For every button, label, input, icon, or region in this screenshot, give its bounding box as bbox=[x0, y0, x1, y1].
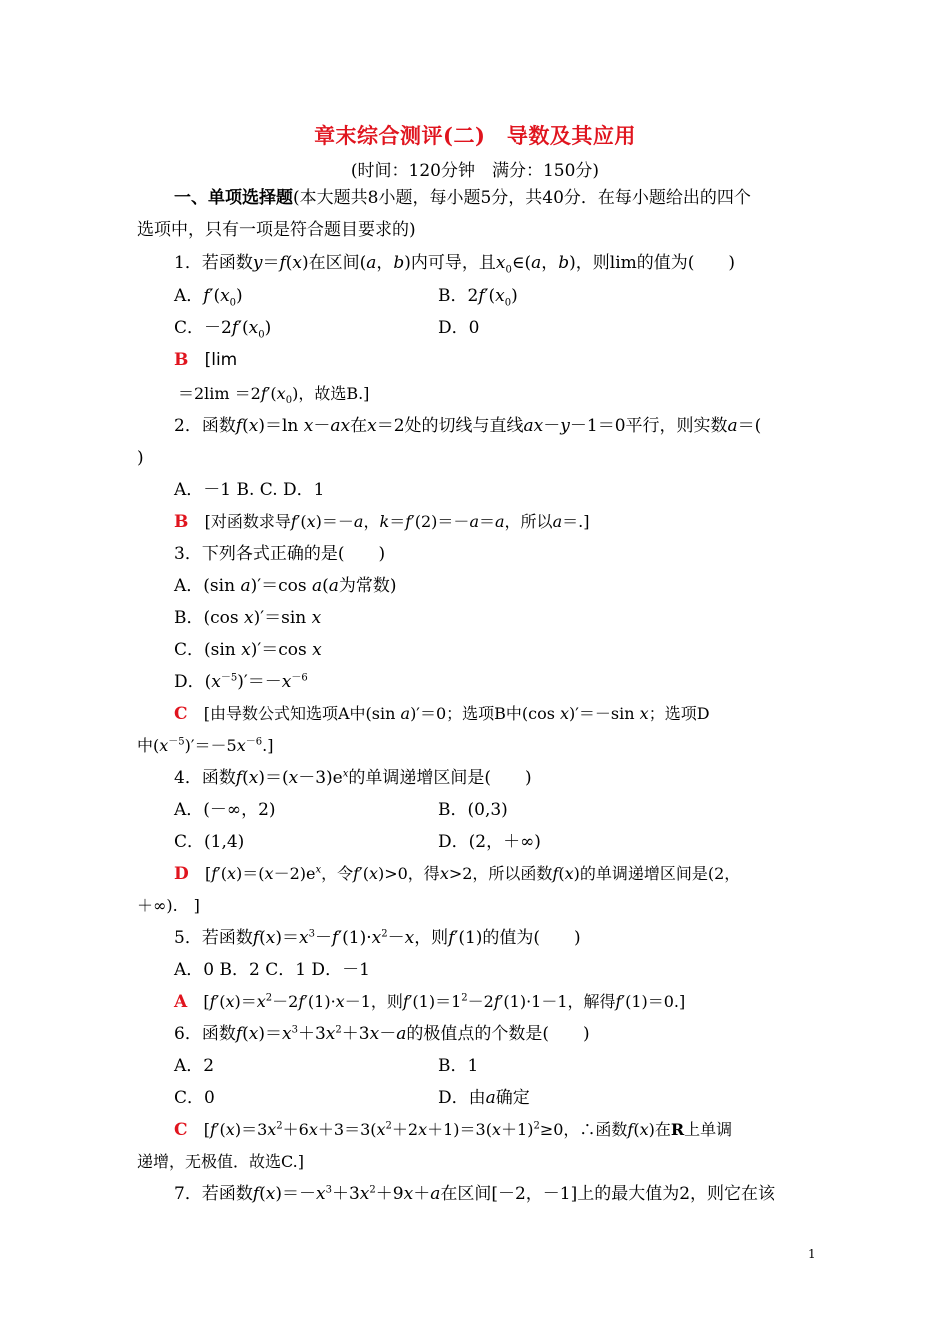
question-4-answer: D [$f'(x)=(x-2)e^x$，令f′(x)>0，得x>2，所以函数f(x)的单调递增区间是(2， bbox=[174, 864, 741, 884]
section-desc: 选项中，只有一项是符合题目要求的) bbox=[137, 220, 416, 240]
question-3-option-d: D．$(x^{-5})'=-x^{-6}$ bbox=[174, 672, 308, 692]
page-subtitle: (时间：120分钟 满分：150分) bbox=[350, 161, 600, 181]
question-6-stem: 6．函数$f(x)=x^3+3x^2+3x-a$的极值点的个数是( ) bbox=[174, 1024, 590, 1044]
question-6-option-a: A．2 bbox=[174, 1056, 215, 1076]
page-title: 章末综合测评(二) 导数及其应用 bbox=[314, 123, 636, 148]
question-2-options: A．－1 B. C. D．1 bbox=[174, 480, 325, 500]
question-7-stem: 7．若函数$f(x)=-x^3+3x^2+9x+a$在区间[－2，－1]上的最大值为2，则它在该 bbox=[174, 1184, 776, 1204]
question-1-answer: B [lim bbox=[174, 350, 238, 370]
question-3-answer: C [由导数公式知选项A中(sin a)′＝0；选项B中(cos x)′＝－sin x；选项D bbox=[174, 704, 710, 724]
page-number: 1 bbox=[808, 1247, 816, 1261]
question-5-stem: 5．若函数$f(x)=x^3-f'(1)\cdot x^2-x$，则f′(1)的值为( ) bbox=[174, 928, 581, 948]
question-6-explanation: 递增，无极值．故选C.] bbox=[137, 1152, 305, 1171]
question-4-stem: 4．函数$f(x)=(x-3)e^x$的单调递增区间是( ) bbox=[174, 768, 532, 788]
question-1-option-c: C．$-2f'(x_0)$ bbox=[174, 318, 272, 341]
section-heading: 一、单项选择题(本大题共8小题，每小题5分，共40分．在每小题给出的四个 bbox=[174, 188, 751, 208]
question-2-stem-end: ) bbox=[137, 448, 144, 468]
question-3-option-a: A．(sin a)′＝cos a(a为常数) bbox=[174, 576, 397, 596]
question-6-answer: C [$f'(x)=3x^2+6x+3=3(x^2+2x+1)=3(x+1)^2\ge 0$，∴函数f(x)在R上单调 bbox=[174, 1120, 733, 1140]
question-1-stem: 1．若函数y＝f(x)在区间(a，b)内可导，且$x_0\in(a$，b)，则lim的值为( ) bbox=[174, 253, 736, 276]
question-3-option-c: C．(sin x)′＝cos x bbox=[174, 640, 322, 660]
question-2-stem: 2．函数f(x)＝ln x－ax在x＝2处的切线与直线ax－y－1＝0平行，则实数a＝( bbox=[174, 416, 762, 436]
question-1-option-d: D．0 bbox=[438, 318, 480, 338]
question-1-option-b: B．$2f'(x_0)$ bbox=[438, 286, 518, 309]
question-3-explanation: 中$(x^{-5})'=-5x^{-6}$.] bbox=[137, 736, 274, 755]
question-5-answer: A [$f'(x)=x^2-2f'(1)\cdot x-1$，则$f'(1)=1^2-2f'(1)\cdot 1-1$，解得f′(1)＝0.] bbox=[174, 992, 686, 1012]
question-1-option-a: A．$f'(x_0)$ bbox=[174, 286, 243, 309]
question-4-explanation: ＋∞). ] bbox=[137, 896, 200, 915]
question-6-option-c: C．0 bbox=[174, 1088, 215, 1108]
question-2-answer: B [对函数求导f′(x)＝－a，k＝f′(2)＝－a＝a，所以a＝.] bbox=[174, 512, 590, 532]
question-5-options: A．0 B．2 C．1 D．－1 bbox=[174, 960, 370, 980]
question-3-option-b: B．(cos x)′＝sin x bbox=[174, 608, 322, 628]
question-4-option-a: A．(－∞，2) bbox=[174, 800, 276, 820]
question-1-explanation: $=2\lim =2f'(x_0)$，故选B.] bbox=[178, 384, 370, 407]
question-3-stem: 3．下列各式正确的是( ) bbox=[174, 544, 386, 564]
question-6-option-b: B．1 bbox=[438, 1056, 479, 1076]
question-4-option-c: C．(1,4) bbox=[174, 832, 245, 852]
question-4-option-b: B．(0,3) bbox=[438, 800, 508, 820]
question-4-option-d: D．(2，＋∞) bbox=[438, 832, 541, 852]
question-6-option-d: D．由a确定 bbox=[438, 1088, 530, 1108]
